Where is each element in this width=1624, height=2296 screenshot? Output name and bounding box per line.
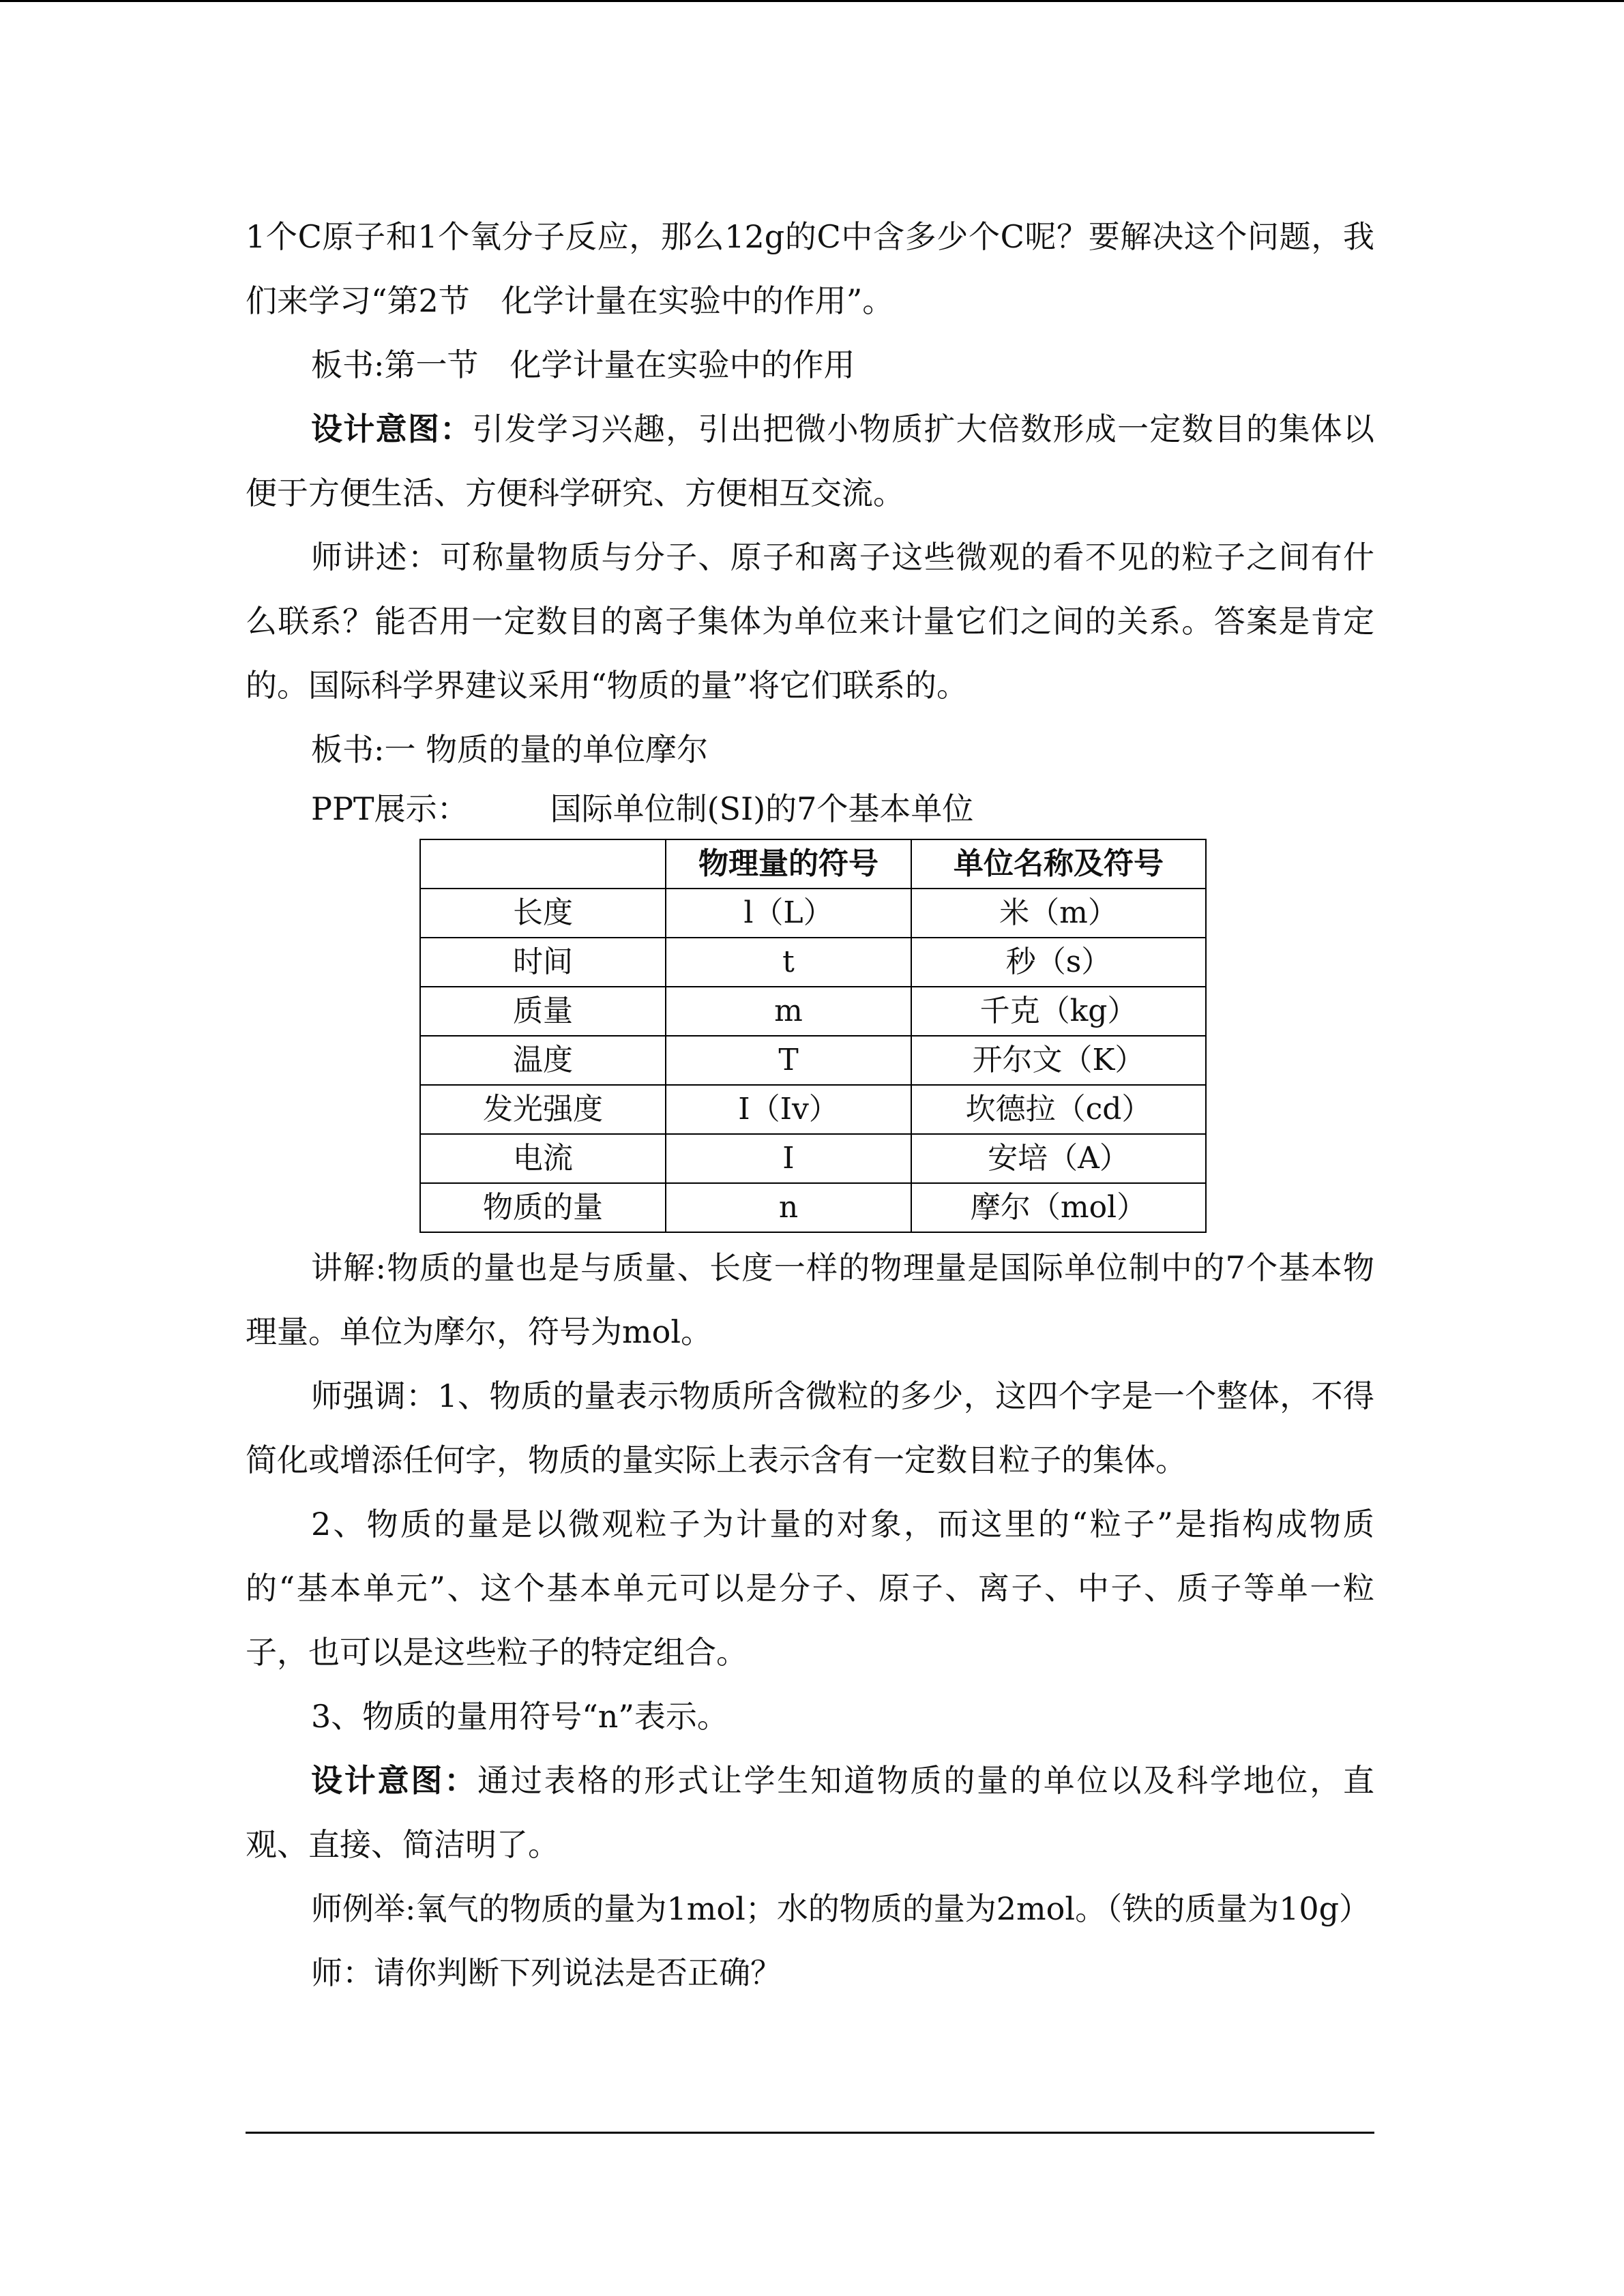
paragraph [246,1364,1374,1492]
paragraph-text: 板书:一 物质的量的单位摩尔 [311,731,709,768]
paragraph [246,1684,1374,1748]
table-row [420,987,1206,1036]
paragraph-text: 师讲述：可称量物质与分子、原子和离子这些微观的看不见的粒子之间有什么联系？能否用一定数目的离子集体为单位来计量它们之间的关系。答案是肯定的。国际科学界建议采用“物质的量”将它们联系的。 [246,539,1374,704]
paragraph [246,1236,1374,1364]
table-cell: 米（m） [911,889,1206,938]
paragraph [246,1877,1374,1941]
table-cell: l（L） [666,889,911,938]
paragraph [246,397,1374,525]
table-header-row [420,839,1206,889]
paragraph [246,205,1374,333]
table-cell: 秒（s） [911,938,1206,987]
ppt-caption: 国际单位制(SI)的7个基本单位 [550,790,974,827]
paragraph-text: 3、物质的量用符号“n”表示。 [311,1698,728,1735]
table-cell: 安培（A） [911,1134,1206,1183]
table-cell: n [666,1183,911,1232]
paragraphs-top [246,205,1374,781]
table-row [420,889,1206,938]
paragraph [246,525,1374,717]
table-cell: m [666,987,911,1036]
table-cell: T [666,1036,911,1085]
table-cell: 质量 [420,987,666,1036]
table-row [420,1036,1206,1085]
table-row [420,1085,1206,1134]
table-cell: 发光强度 [420,1085,666,1134]
footer-rule [246,2132,1374,2134]
paragraph-label: 设计意图： [311,411,473,447]
table-row [420,1134,1206,1183]
table-body [420,889,1206,1232]
paragraph-text: 1个C原子和1个氧分子反应，那么12g的C中含多少个C呢？要解决这个问题，我们来学习“第2节 化学计量在实验中的作用”。 [246,218,1374,319]
paragraph-text: 板书:第一节 化学计量在实验中的作用 [311,346,855,383]
paragraph-text: 讲解:物质的量也是与质量、长度一样的物理量是国际单位制中的7个基本物理量。单位为摩尔，符号为mol。 [246,1249,1374,1350]
table-row [420,1183,1206,1232]
table-header-cell [420,839,666,889]
table-row [420,938,1206,987]
table-cell: I（Iv） [666,1085,911,1134]
table-cell: 电流 [420,1134,666,1183]
table-cell: 长度 [420,889,666,938]
paragraph-text: 师例举:氧气的物质的量为1mol；水的物质的量为2mol。（铁的质量为10g） [311,1890,1371,1927]
table-cell: I [666,1134,911,1183]
paragraph-text: 通过表格的形式让学生知道物质的量的单位以及科学地位，直观、直接、简洁明了。 [246,1762,1375,1863]
paragraph-text: 2、物质的量是以微观粒子为计量的对象，而这里的“粒子”是指构成物质的“基本单元”、这个基本单元可以是分子、原子、离子、中子、质子等单一粒子，也可以是这些粒子的特定组合。 [246,1506,1374,1671]
table-cell: t [666,938,911,987]
table-cell: 坎德拉（cd） [911,1085,1206,1134]
paragraph-text: 引发学习兴趣，引出把微小物质扩大倍数形成一定数目的集体以便于方便生活、方便科学研究、方便相互交流。 [246,411,1374,511]
table-cell: 开尔文（K） [911,1036,1206,1085]
paragraph-text: 师：请你判断下列说法是否正确？ [311,1954,782,1991]
paragraphs-bottom [246,1236,1374,2005]
si-units-table [419,839,1207,1233]
paragraph-text: 师强调：1、物质的量表示物质所含微粒的多少，这四个字是一个整体，不得简化或增添任何字，物质的量实际上表示含有一定数目粒子的集体。 [246,1377,1374,1478]
paragraph [246,717,1374,781]
paragraph [246,1941,1374,2005]
table-cell: 摩尔（mol） [911,1183,1206,1232]
ppt-caption-line [246,781,1374,836]
table-cell: 时间 [420,938,666,987]
table-cell: 物质的量 [420,1183,666,1232]
paragraph-label: 设计意图： [311,1762,478,1799]
table-cell: 温度 [420,1036,666,1085]
paragraph [246,333,1374,397]
paragraph [246,1492,1374,1684]
page-top-border [0,0,1624,2]
table-header-cell: 单位名称及符号 [911,839,1206,889]
ppt-prefix: PPT展示： [311,790,469,827]
table-header-cell: 物理量的符号 [666,839,911,889]
table-cell: 千克（kg） [911,987,1206,1036]
paragraph [246,1748,1374,1877]
document-body [246,205,1374,2005]
